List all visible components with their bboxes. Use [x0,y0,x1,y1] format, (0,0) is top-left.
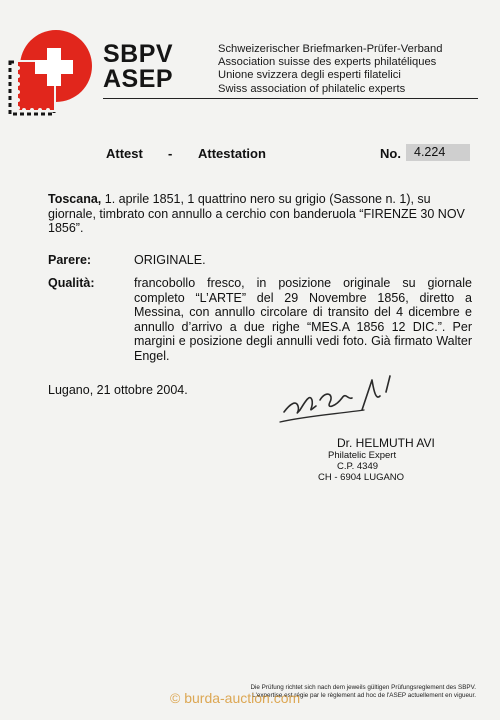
expert-title: Philatelic Expert [328,450,397,461]
association-name-it: Unione svizzera degli esperti filatelici [218,69,401,82]
association-name-en: Swiss association of philatelic experts [218,82,406,95]
place-date: Lugano, 21 ottobre 2004. [48,383,188,397]
association-name-de: Schweizerischer Briefmarken-Prüfer-Verband [218,43,443,55]
qualita-label: Qualità: [48,276,95,290]
title-attest: Attest [106,146,143,161]
brand-sbpv: SBPV [103,40,174,68]
parere-value: ORIGINALE. [134,253,206,267]
title-dash: - [168,146,173,161]
watermark: © burda-auction.com [170,690,301,706]
certificate-number-label: No. [380,146,401,161]
brand-logotype [103,42,173,92]
stamp-description [48,192,473,236]
brand-asep: ASEP [103,65,174,93]
swiss-cross-stamp-logo-icon [6,22,96,118]
title-attestation: Attestation [198,146,266,161]
footer-line-de: Die Prüfung richtet sich nach dem jeweils gültigen Prüfungsreglement des SBPV. [250,684,476,691]
association-name-fr: Association suisse des experts philatéliques [218,56,437,69]
stamp-details: 1. aprile 1851, 1 quattrino nero su grigio (Sassone n. 1), su giornale, timbrato con annullo a cerchio con banderuola “FIRENZE 30 NOV 1856”. [48,192,465,236]
association-names [218,43,442,96]
expert-address-po-box: C.P. 4349 [337,461,379,472]
footer-line-fr: L'expertise est régie par le règlement ad hoc de l'ASEP actuellement en vigueur. [252,691,476,699]
handwritten-signature [276,370,416,430]
parere-label: Parere: [48,253,92,267]
header-rule [103,98,478,99]
qualita-value: francobollo fresco, in posizione originale su giornale completo “L’ARTE” del 29 Novembre 1856, diretto a Messina, con annullo circolare di transito del 4 dicembre e annullo d’arrivo a due righe “MES.A 1856 12 DIC.”. Per margini e posizione degli annulli vedi foto. Già firmato Walter Engel. [134,276,472,363]
expert-name: Dr. HELMUTH AVI [337,436,435,450]
expert-address-city: CH - 6904 LUGANO [318,472,405,483]
certificate-number: 4.224 [406,144,470,161]
stamp-country: Toscana, [48,192,102,206]
